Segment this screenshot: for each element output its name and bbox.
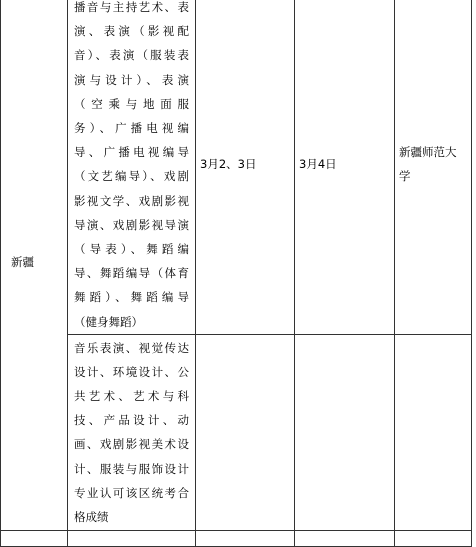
table-row (1, 0, 472, 334)
majors-line: 舞蹈）、舞蹈编导 (74, 290, 189, 305)
majors-line: 音）、表演（服装表 (74, 48, 189, 63)
table-row (1, 334, 472, 530)
region-cell (1, 0, 68, 530)
next-row-cell (196, 530, 295, 546)
majors-line: 专业认可该区统考合 (74, 485, 189, 500)
date2-cell (295, 334, 395, 530)
majors-line: 导、广播电视编导 (74, 145, 189, 160)
majors-line: 导、舞蹈编导（体育 (74, 266, 189, 281)
location-cell (395, 334, 472, 530)
majors-line: 导演、戏剧影视导演 (74, 217, 189, 232)
majors-line: 共艺术、艺术与科 (74, 388, 189, 403)
next-row-cell (395, 530, 472, 546)
date2-value: 3月4日 (299, 157, 337, 172)
majors-line: （空乘与地面服 (74, 96, 189, 111)
next-row-cell (68, 530, 196, 546)
majors-line: 技、产品设计、动 (74, 413, 189, 428)
majors-line: 演与设计）、表演 (74, 72, 189, 87)
date1-cell (196, 0, 295, 334)
majors-line: 务）、广播电视编 (74, 121, 189, 136)
region-label: 新疆 (11, 255, 34, 270)
majors-line: （文艺编导）、戏剧 (74, 169, 189, 184)
next-row-cell (295, 530, 395, 546)
majors-line: 演、表演（影视配 (74, 24, 189, 39)
majors-cell (68, 334, 196, 530)
majors-line: 格成绩 (74, 509, 109, 524)
majors-line: 设计、环境设计、公 (74, 364, 189, 379)
majors-line: （健身舞蹈） (74, 314, 143, 329)
table-row (1, 530, 472, 546)
majors-line: （导表）、舞蹈编 (74, 242, 189, 257)
majors-line: 影视文学、戏剧影视 (74, 193, 189, 208)
date1-value: 3月2、3日 (200, 157, 257, 172)
majors-line: 播音与主持艺术、表 (74, 0, 189, 14)
majors-line: 画、戏剧影视美术设 (74, 437, 189, 452)
majors-line: 计、服装与服饰设计 (74, 461, 189, 476)
majors-cell (68, 0, 196, 334)
date1-cell (196, 334, 295, 530)
majors-line: 音乐表演、视觉传达 (74, 340, 189, 355)
date2-cell (295, 0, 395, 334)
location-cell (395, 0, 472, 334)
location-line: 新疆师范大 (399, 145, 457, 160)
location-line: 学 (399, 169, 411, 184)
next-row-cell (1, 530, 68, 546)
